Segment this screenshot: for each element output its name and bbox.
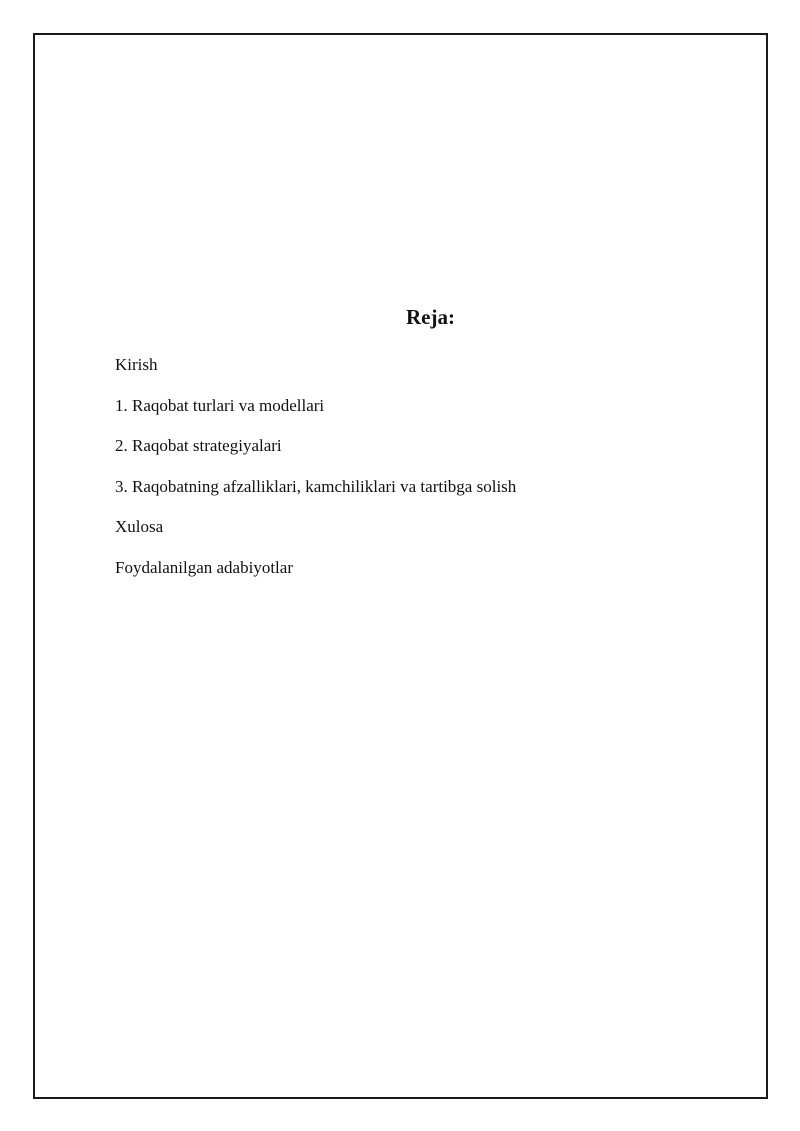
list-item: 3. Raqobatning afzalliklari, kamchiliklari va tartibga solish bbox=[115, 476, 517, 496]
list-item: Xulosa bbox=[115, 517, 164, 536]
list-item: 1. Raqobat turlari va modellari bbox=[115, 395, 325, 415]
page-title: Reja: bbox=[406, 305, 455, 329]
page-border bbox=[33, 33, 768, 1099]
list-item: 2. Raqobat strategiyalari bbox=[115, 436, 282, 455]
plan-list bbox=[115, 353, 516, 596]
list-item: Foydalanilgan adabiyotlar bbox=[115, 557, 293, 577]
list-item: Kirish bbox=[115, 355, 158, 374]
